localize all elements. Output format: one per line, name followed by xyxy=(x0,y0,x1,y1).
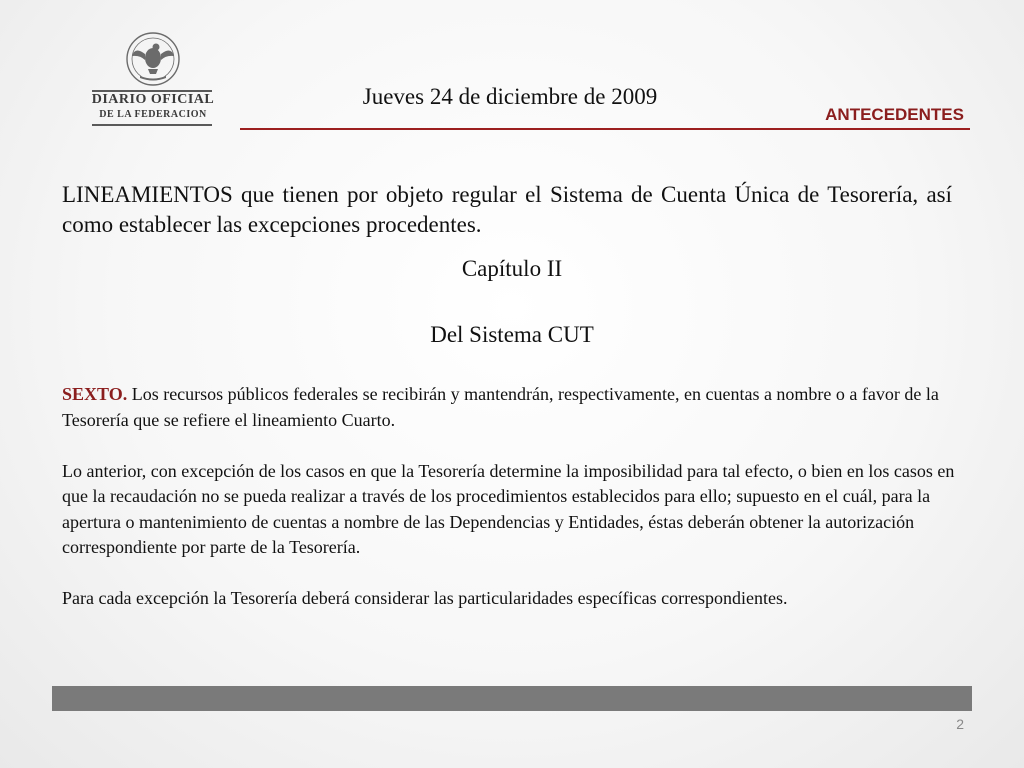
paragraph-sexto-text: Los recursos públicos federales se recibirán y mantendrán, respectivamente, en cuentas a nombre o a favor de la Tesorería que se refiere el lineamiento Cuarto. xyxy=(62,384,939,430)
publication-date: Jueves 24 de diciembre de 2009 xyxy=(362,84,658,109)
article-label-period: . xyxy=(122,384,128,404)
article-label: SEXTO xyxy=(62,384,123,404)
logo-text-line1: DIARIO OFICIAL xyxy=(91,92,215,107)
page-number: 2 xyxy=(956,716,964,732)
chapter-heading: Capítulo II xyxy=(461,256,563,281)
subchapter-heading: Del Sistema CUT xyxy=(430,322,594,347)
header-divider xyxy=(240,128,970,130)
footer-bar xyxy=(52,686,972,711)
paragraph-exception: Lo anterior, con excepción de los casos en que la Tesorería determine la imposibilidad para tal efecto, o bien en los casos en que la recaudación no se pueda realizar a través de los procedimientos establecidos para ello; supuesto en el cuál, para la apertura o mantenimiento de cuentas a nombre de las Dependencias y Entidades, éstas deberán obtener la autorización correspondiente por parte de la Tesorería. xyxy=(62,460,955,557)
paragraph-sexto xyxy=(62,382,962,433)
logo-text-line2: DE LA FEDERACION xyxy=(99,109,207,120)
document-title: LINEAMIENTOS que tienen por objeto regular el Sistema de Cuenta Única de Tesorería, así como establecer las excepciones procedentes. xyxy=(62,182,952,237)
section-label: ANTECEDENTES xyxy=(825,105,964,124)
diario-oficial-logo xyxy=(88,28,218,124)
body-text xyxy=(62,382,962,637)
paragraph-particularities: Para cada excepción la Tesorería deberá considerar las particularidades específicas correspondientes. xyxy=(62,588,788,608)
eagle-seal-icon xyxy=(88,28,218,90)
